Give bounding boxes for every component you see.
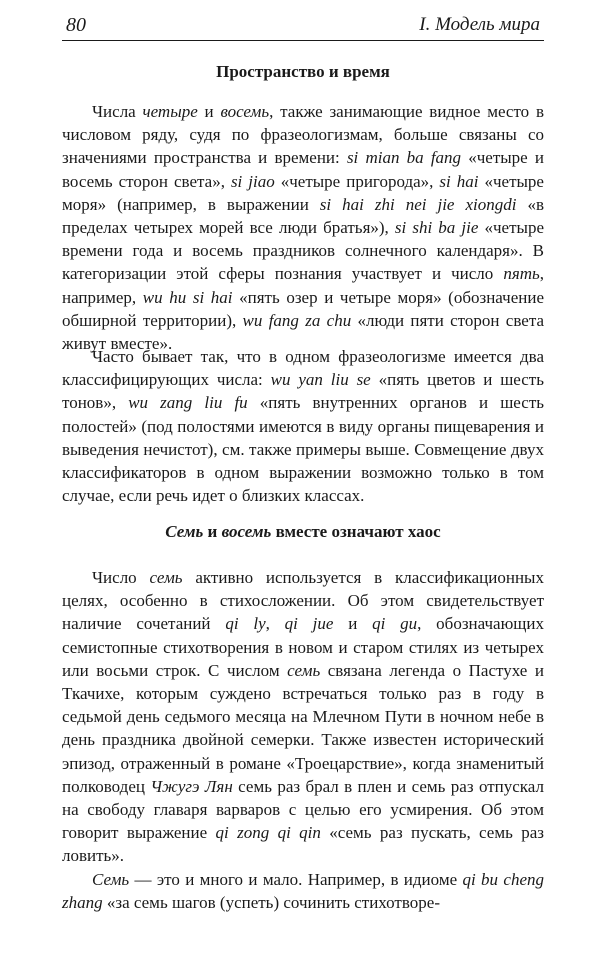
italic-run: qi ly — [225, 614, 266, 634]
text-run: и — [203, 522, 222, 541]
italic-run: Семь — [165, 522, 204, 541]
section-title-seven-eight — [62, 520, 544, 544]
text-run: «пять озер и четыре моря» (обозначение обширной территории), — [62, 287, 545, 330]
italic-run: wu yan liu se — [270, 370, 371, 390]
text-run: «люди пяти сторон света живут вместе». — [62, 310, 544, 354]
italic-run: семь — [287, 660, 321, 680]
italic-run: wu fang za chu — [242, 310, 352, 330]
italic-run: четыре — [142, 102, 198, 121]
italic-run: восемь — [220, 102, 270, 121]
italic-run: si hai — [439, 171, 479, 191]
text-run: Часто бывает так, что в одном фразеологизме имеется два классифицирующих числа: — [62, 347, 544, 390]
text-run: — это и много и мало. Например, в идиоме — [129, 870, 463, 889]
text-run: «четыре времени года и восемь праздников солнечного календаря». В категоризации этой сферы познания участвует и число — [62, 218, 544, 284]
italic-run: Чжугэ Лян — [150, 776, 233, 796]
text-run: активно используется в классификационных целях, особенно в стихосложении. Об этом свидетельствует наличие сочетаний — [62, 568, 544, 634]
text-run: семь раз брал в плен и семь раз отпускал на свободу главаря варваров с целью его усмирения. Об этом говорит выражение — [62, 776, 544, 843]
text-run: «четыре и восемь сторон света», — [62, 148, 544, 191]
text-run: , например, — [62, 264, 544, 307]
running-title: I. Модель мира — [419, 14, 540, 35]
text-run: , обозначающих семистопные стихотворения в новом и старом стилях из четырех или восьми строк. С числом — [62, 614, 544, 680]
text-run: связана легенда о Пастухе и Ткачихе, которым суждено встречаться только раз в году в седьмой день седьмого месяца на Млечном Пути в ночном небе в день праздника двойной семерки. Также известен исторический эпизод, отраженный в романе «Троецарствие», когда знаменитый полководец — [62, 660, 545, 796]
italic-run: qi jue — [284, 614, 334, 634]
paragraph-number-seven — [62, 566, 544, 868]
text-run: и — [197, 102, 221, 121]
text-run: Число — [92, 568, 150, 587]
italic-run: qi gu — [372, 614, 418, 634]
italic-run: пять — [503, 264, 540, 284]
page-number: 80 — [66, 14, 86, 36]
text-run: «пять цветов и шесть тонов», — [62, 370, 544, 413]
text-run: «в пределах четырех морей все люди братья»), — [62, 194, 544, 238]
italic-run: si jiao — [230, 171, 275, 191]
page-header — [62, 6, 544, 41]
text-run: и — [333, 614, 373, 634]
paragraph-seven-many-few — [62, 868, 544, 914]
italic-run: si hai zhi nei jie xiongdi — [319, 194, 517, 214]
text-run: Числа — [92, 102, 143, 121]
text-run: вместе означают хаос — [271, 522, 441, 541]
italic-run: si shi ba jie — [394, 218, 479, 238]
text-run: «четыре моря» (например, в выражении — [62, 171, 544, 214]
italic-run: qi bu cheng zhang — [62, 870, 544, 913]
text-run: , также занимающие видное место в числовом ряду, судя по фразеологизмам, больше связаны со значениями пространства и времени: — [62, 102, 544, 168]
text-run: «четыре пригорода», — [274, 171, 440, 191]
text-run: «за семь шагов (успеть) сочинить стихотворе- — [102, 893, 440, 913]
italic-run: qi zong qi qin — [215, 823, 321, 843]
section-title-space-time: Пространство и время — [216, 62, 390, 81]
text-run: «пять внутренних органов и шесть полостей» (под полостями имеются в виду органы пищеварения и выведения нечистот), см. также примеры выше. Совмещение двух классификаторов в одном выражении возможно только в том случае, если речь идет о близких классах. — [62, 393, 544, 506]
paragraph-two-classifiers — [62, 345, 544, 507]
text-run: «семь раз пускать, семь раз ловить». — [62, 823, 544, 866]
italic-run: wu zang liu fu — [128, 393, 248, 413]
italic-run: si mian ba fang — [346, 148, 462, 168]
paragraph-numbers-space-time — [62, 100, 544, 355]
italic-run: семь — [149, 568, 183, 587]
italic-run: wu hu si hai — [142, 287, 233, 307]
text-run: , — [265, 614, 285, 634]
italic-run: Семь — [92, 870, 130, 889]
italic-run: восемь — [221, 522, 272, 541]
